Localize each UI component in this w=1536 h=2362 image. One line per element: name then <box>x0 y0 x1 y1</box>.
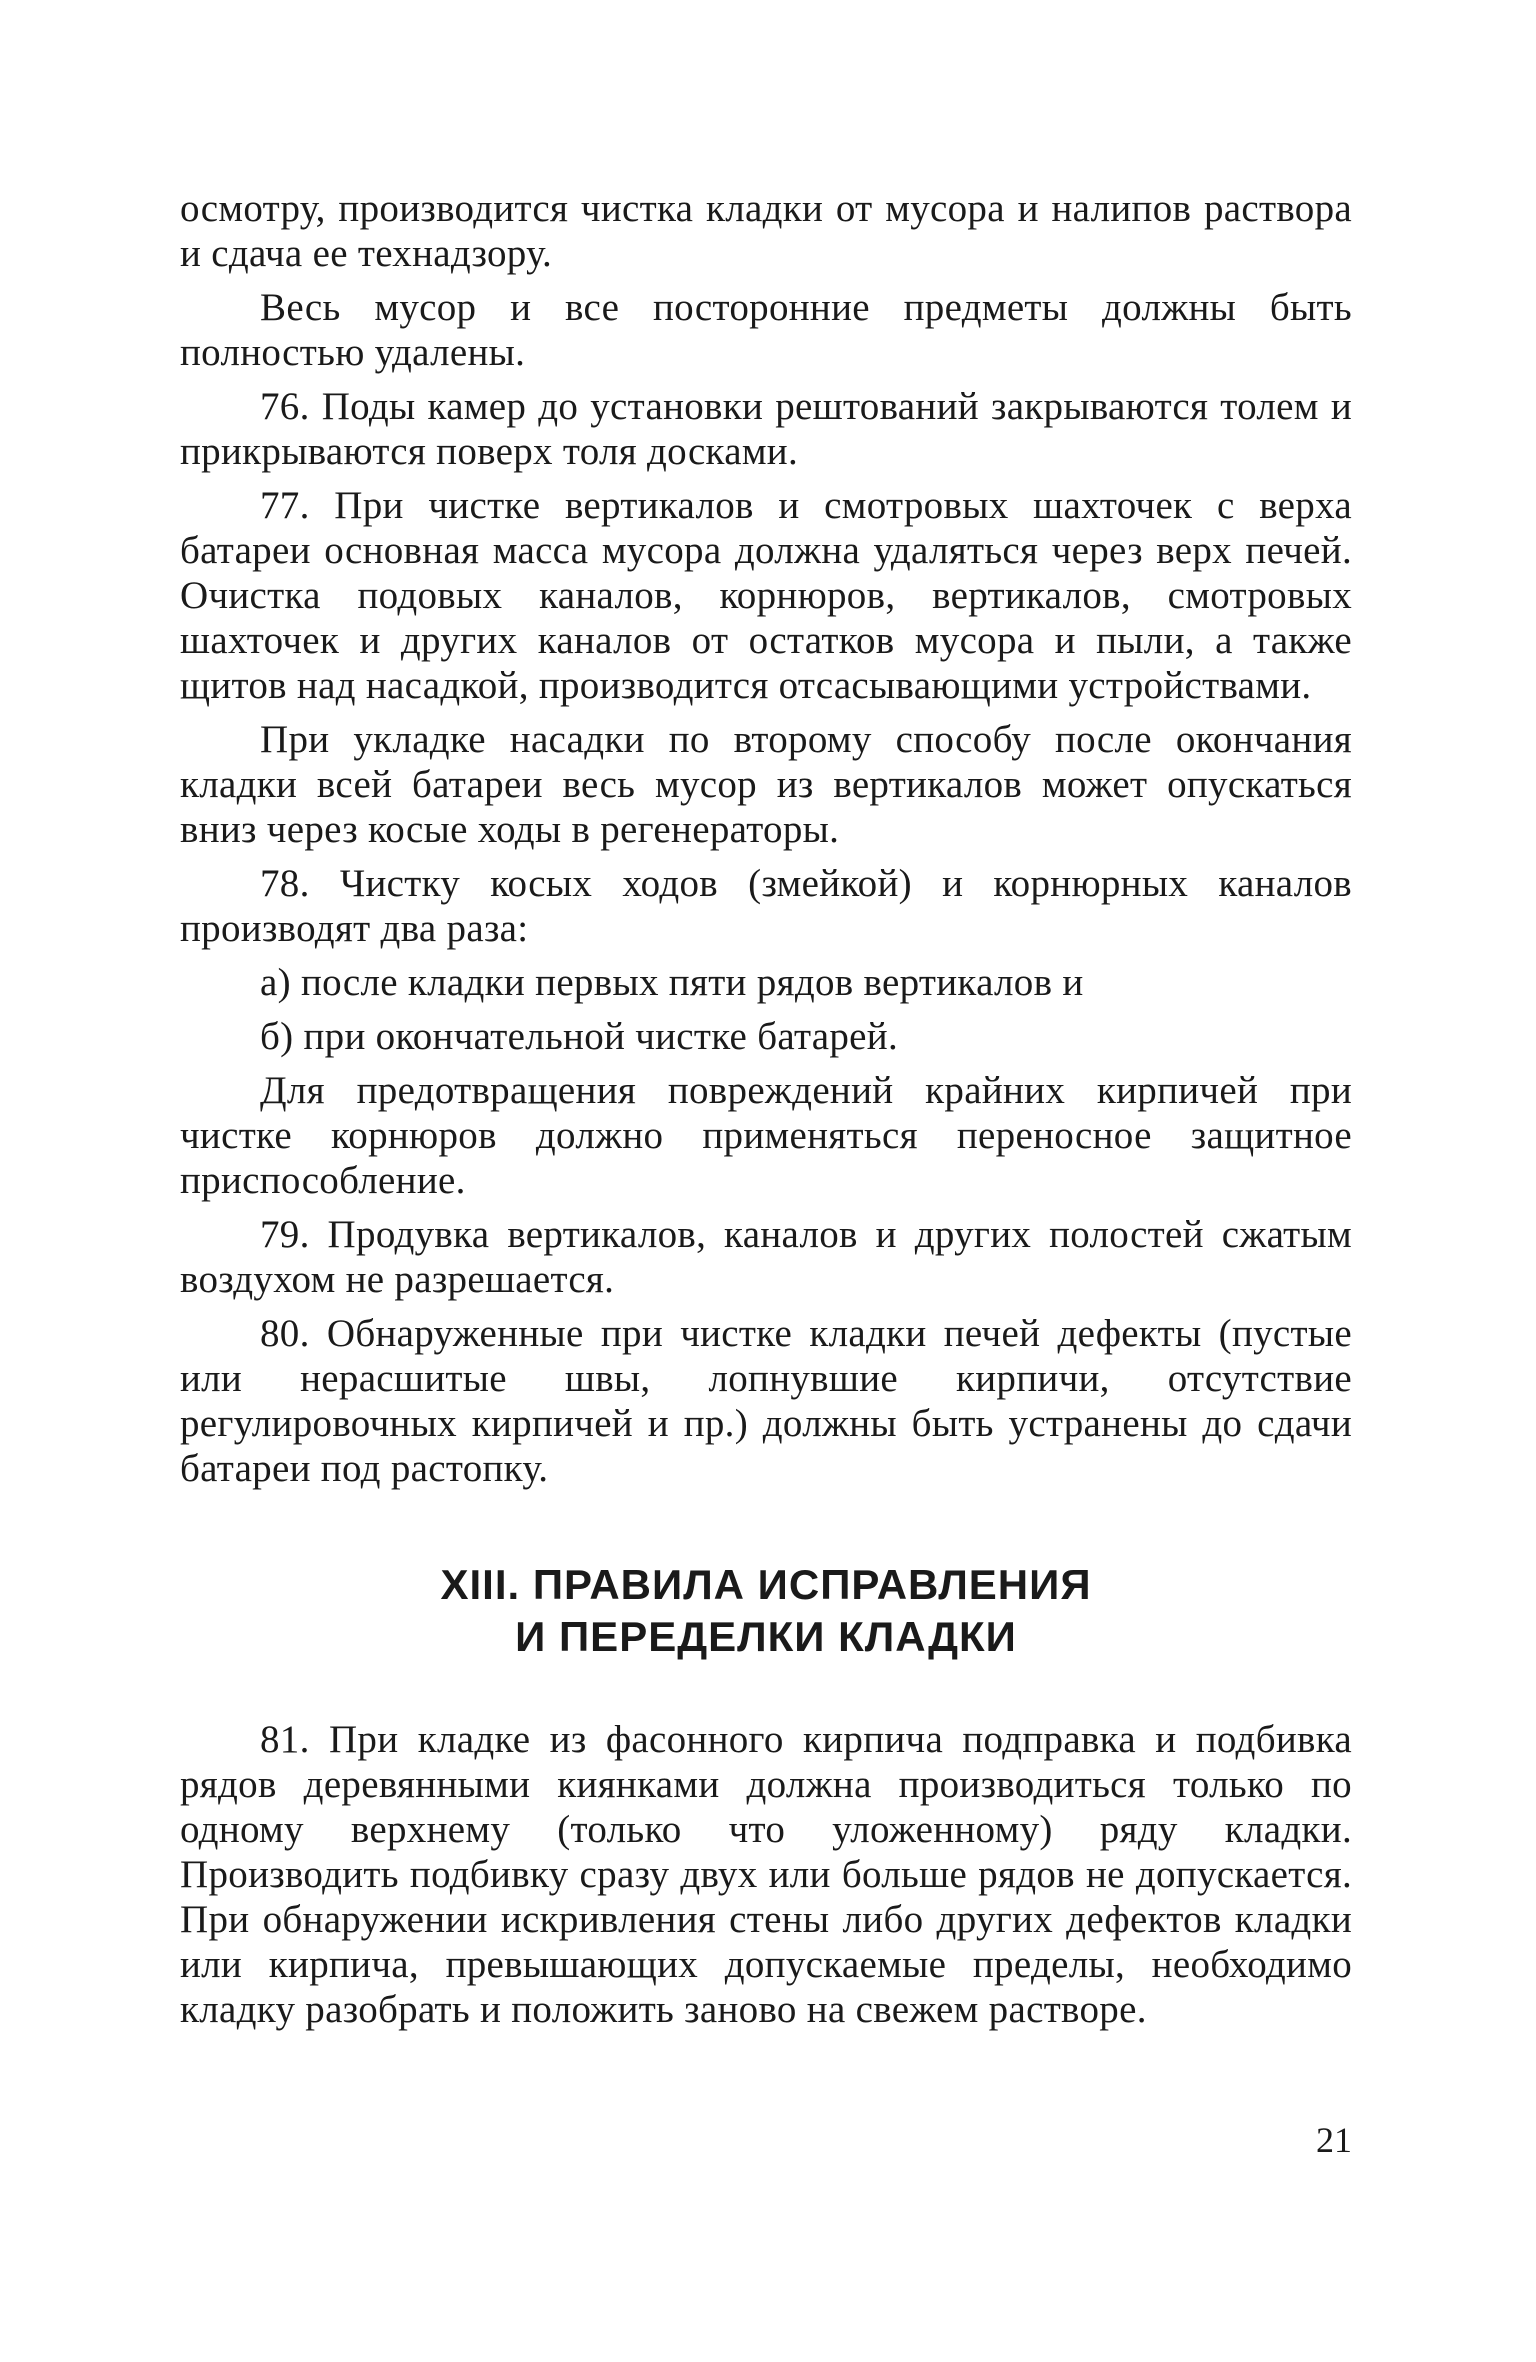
paragraph-77: 77. При чистке вертикалов и смотровых шахточек с верха батареи основная масса мусора должна удаляться через верх печей. Очистка подовых каналов, корнюров, вертикалов, смотровых шахточек и других каналов от остатков мусора и пыли, а также щитов над насадкой, производится отсасывающими устройствами. <box>180 484 1352 707</box>
page-body <box>180 186 1352 2041</box>
page-number: 21 <box>1316 2120 1352 2160</box>
section-heading-line-1: XIII. ПРАВИЛА ИСПРАВЛЕНИЯ <box>440 1561 1092 1608</box>
list-item-b: б) при окончательной чистке батарей. <box>260 1015 898 1058</box>
section-heading <box>180 1559 1352 1663</box>
paragraph-76: 76. Поды камер до установки рештований закрываются толем и прикрываются поверх толя досками. <box>180 385 1352 473</box>
paragraph-80: 80. Обнаруженные при чистке кладки печей дефекты (пустые или нерасшитые швы, лопнувшие кирпичи, отсутствие регулировочных кирпичей и пр.) должны быть устранены до сдачи батареи под растопку. <box>180 1312 1352 1490</box>
paragraph-protection: Для предотвращения повреждений крайних кирпичей при чистке корнюров должно применяться переносное защитное приспособление. <box>180 1069 1352 1202</box>
list-item-a: а) после кладки первых пяти рядов вертикалов и <box>260 961 1084 1004</box>
paragraph-78: 78. Чистку косых ходов (змейкой) и корнюрных каналов производят два раза: <box>180 862 1352 950</box>
paragraph-second-method: При укладке насадки по второму способу после окончания кладки всей батареи весь мусор из вертикалов может опускаться вниз через косые ходы в регенераторы. <box>180 718 1352 851</box>
paragraph-79: 79. Продувка вертикалов, каналов и других полостей сжатым воздухом не разрешается. <box>180 1213 1352 1301</box>
section-heading-line-2: И ПЕРЕДЕЛКИ КЛАДКИ <box>515 1613 1017 1660</box>
paragraph-81: 81. При кладке из фасонного кирпича подправка и подбивка рядов деревянными киянками должна производиться только по одному верхнему (только что уложенному) ряду кладки. Производить подбивку сразу двух или больше рядов не допускается. При обнаружении искривления стены либо других дефектов кладки или кирпича, превышающих допускаемые пределы, необходимо кладку разобрать и положить заново на свежем растворе. <box>180 1718 1352 2031</box>
paragraph-debris-removal: Весь мусор и все посторонние предметы должны быть полностью удалены. <box>180 286 1352 374</box>
paragraph-continuation: осмотру, производится чистка кладки от мусора и налипов раствора и сдача ее технадзору. <box>180 187 1352 275</box>
